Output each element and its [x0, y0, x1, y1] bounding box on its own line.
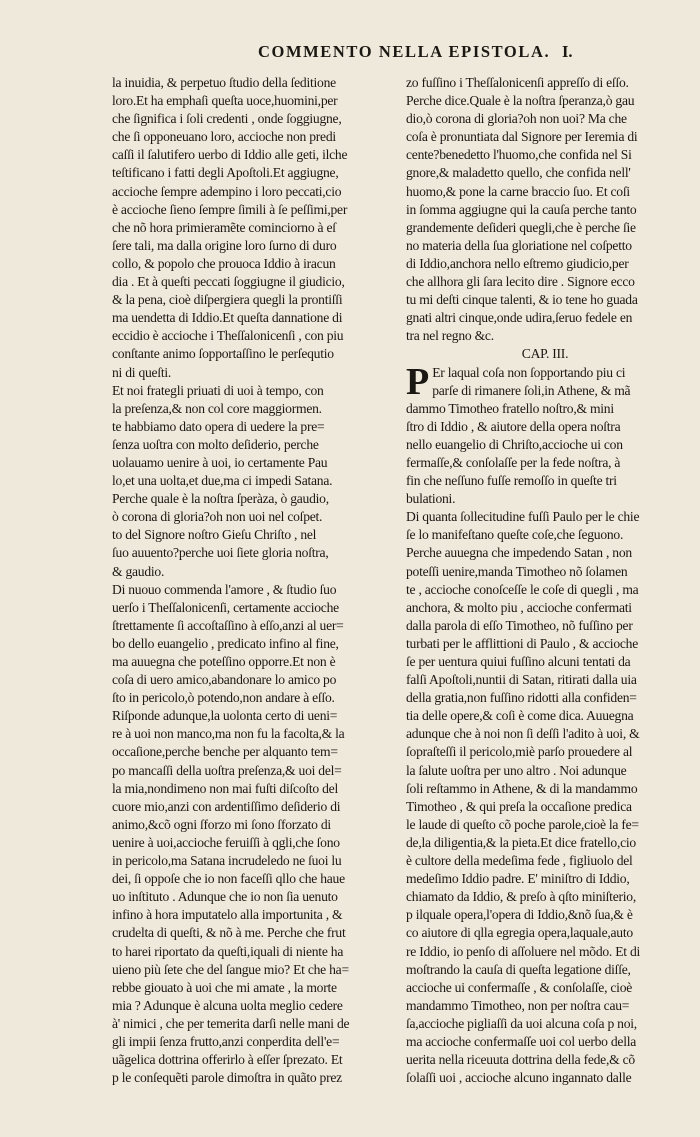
text-line: dio,ò corona di gloria?oh non uoi? Ma che: [406, 111, 627, 127]
text-line: re à uoi non manco,ma non fu la facolta,& la: [112, 726, 345, 742]
text-line: grandemente deſideri quegli,che è perche ſie: [406, 219, 636, 235]
text-line: ma accioche confermaſſe uoi col uerbo della: [406, 1033, 637, 1049]
text-line: della gratia,non fuſſino ridotti alla confiden=: [406, 690, 637, 706]
text-line: tra nel regno &c.: [406, 328, 494, 344]
text-line: zo fuſſino i Theſſalonicenſi appreſſo di eſſo.: [406, 75, 629, 90]
right-column-opening-text: [406, 74, 684, 345]
text-line: Timotheo , & qui preſa la occaſione predica: [406, 798, 632, 814]
text-line: Perche quale è la noſtra ſperàza, ò gaudio,: [112, 491, 329, 507]
text-line: à' nimici , che per temerita darſi nelle mani de: [112, 1015, 350, 1031]
text-line: p ilquale opera,l'opera di Iddio,&nõ ſua,& è: [406, 907, 633, 923]
text-line: chiamato da Iddio, & preſo à qſto miniſterio,: [406, 889, 636, 905]
left-text-column: [112, 74, 398, 1087]
text-line: moſtrando la cauſa di queſta legatione diſſe,: [406, 961, 631, 977]
text-line: fin che neſſuno fuſſe remoſſo in queſte tri: [406, 473, 617, 489]
text-line: le laude di queſto cõ poche parole,cioè la fe=: [406, 816, 639, 832]
text-line: in pericolo,ma Satana incrudeledo ne ſuoi lu: [112, 853, 342, 869]
text-line: loro.Et ha emphaſi queſta uoce,huomini,per: [112, 93, 338, 109]
text-line: bulationi.: [406, 491, 456, 507]
text-line: te habbiamo dato opera di uedere la pre=: [112, 418, 325, 434]
text-line: uerita nella riceuuta dottrina della fede,& cõ: [406, 1052, 635, 1068]
text-line: ſuo auuento?perche uoi ſiete gloria noſtra,: [112, 545, 329, 561]
text-line: to harei riportato da queſti,iquali di niente ha: [112, 943, 344, 959]
text-line: crudelta di queſti, & nõ à me. Perche che frut: [112, 925, 346, 941]
text-line: medeſimo Iddio padre. E' miniſtro di Iddio,: [406, 871, 630, 887]
text-line: ma uendetta di Iddio.Et queſta dannatione di: [112, 310, 343, 326]
text-line: di Iddio,anchora nello eſtremo giudicio,per: [406, 255, 629, 271]
text-line: & la pena, cioè diſpergiera quegli la prontiſſi: [112, 292, 343, 308]
text-line: accioche ui confermaſſe , & conſolaſſe, cioè: [406, 979, 633, 995]
text-line: coſa è pronuntiata dal Signore per Ieremia di: [406, 129, 638, 145]
text-line: huomo,& pone la carne braccio ſuo. Et coſi: [406, 183, 630, 199]
text-line: tia delle opere,& coſi è come dica. Auuegna: [406, 708, 634, 724]
text-line: ſe per uentura quiui fuſſino alcuni tentati da: [406, 654, 631, 669]
text-line: ſtrettamente ſi accoſtaſſino à eſſo,anzi al uer=: [112, 617, 344, 633]
text-line: teſtificano i fatti degli Apoſtoli.Et aggiugne,: [112, 165, 339, 181]
text-line: Et noi frategli priuati di uoi à tempo, con: [112, 382, 324, 398]
text-line: po mancaſſi della uoſtra preſenza,& uoi del=: [112, 762, 342, 778]
text-line: re Iddio, io penſo di aſſoluere nel mõdo. Et di: [406, 943, 641, 959]
text-line: uãgelica dottrina offerirlo à eſſer ſprezato. Et: [112, 1052, 343, 1068]
text-line: Di quanta ſollecitudine fuſſi Paulo per le chie: [406, 509, 640, 525]
text-line: gnore,& maladetto quello, che confida nell': [406, 165, 631, 181]
text-line: che allhora gli ſara lecito dire . Signore ecco: [406, 274, 635, 290]
text-line: coſa di uero amico,abandonare lo amico po: [112, 672, 337, 688]
text-line: uo inſtituto . Adunque che io non ſia uenuto: [112, 889, 338, 905]
text-line: infino à hora imputatelo alla importunita , &: [112, 907, 343, 923]
text-line: poteſſi uenire,manda Timotheo nõ ſolamen: [406, 563, 628, 579]
chapter-opening-paragraph: [406, 360, 684, 403]
text-line: co aiutore di qlla egregia opera,laquale,auto: [406, 925, 633, 941]
text-line: ſa,accioche pigliaſſi da uoi alcuna coſa p noi,: [406, 1015, 637, 1031]
drop-cap-lines: [406, 360, 684, 403]
text-line: Er laqual coſa non ſopportando piu ci: [432, 364, 626, 380]
text-line: to del Signore noſtro Gieſu Chriſto , nel: [112, 527, 317, 543]
text-line: caſſi il ſalutifero uerbo di Iddio alle geti, ilche: [112, 147, 348, 163]
text-line: eccidio è accioche i Theſſalonicenſi , con piu: [112, 328, 344, 344]
text-line: la ſalute uoſtra per uno altro . Noi adunque: [406, 762, 627, 778]
text-line: ſopraſteſſi il pericolo,miè parſo prouedere al: [406, 744, 633, 760]
drop-cap-initial: P: [406, 360, 430, 403]
text-line: p le conſequẽti parole dimoſtra in quãto prez: [112, 1070, 342, 1086]
text-line: cente?benedetto l'huomo,che confida nel Si: [406, 147, 632, 163]
text-line: in ſomma aggiugne qui la cauſa perche tanto: [406, 201, 637, 217]
text-line: la mia,nondimeno non mai fuſti diſcoſto del: [112, 780, 338, 796]
text-line: accioche ſempre adempino i loro peccati,cio: [112, 183, 342, 199]
text-line: no materia della ſua gloriatione nel coſpetto: [406, 237, 632, 253]
text-line: è cultore della medeſima fede , figliuolo del: [406, 853, 633, 869]
text-line: conſtante animo ſopportaſſino le perſequtio: [112, 346, 334, 362]
text-line: ſtro di Iddio , & aiutore della opera noſtra: [406, 418, 621, 434]
text-line: lo,et una uolta,et due,ma ci impedi Satana.: [112, 473, 333, 489]
text-line: ſe lo manifeſtano queſte coſe,che ſeguono.: [406, 527, 624, 543]
text-line: te , accioche conoſceſſe le coſe di quegli , ma: [406, 581, 639, 597]
text-line: è accioche ſieno ſempre ſimili à ſe peſſimi,per: [112, 201, 348, 217]
text-line: ſere tali, ma dalla origine loro ſurno di duro: [112, 237, 337, 253]
text-line: uieno più ſete che del ſangue mio? Et che ha=: [112, 961, 349, 977]
text-line: ſto in pericolo,ò potendo,non andare à eſſo.: [112, 690, 335, 706]
chapter-heading: CAP. III.: [521, 346, 569, 362]
text-line: che nõ hora primieramẽte cominciorno à eſ: [112, 219, 336, 235]
text-line: Di nuouo commenda l'amore , & ſtudio ſuo: [112, 581, 337, 597]
text-line: la inuidia, & perpetuo ſtudio della ſeditione: [112, 75, 336, 90]
text-line: uolauamo uenire à uoi, io certamente Pau: [112, 454, 328, 470]
text-line: de,la diligentia,& la pieta.Et dice fratello,cio: [406, 834, 636, 850]
text-line: nello euangelio di Chriſto,accioche ui con: [406, 436, 623, 452]
text-line: Perche dice.Quale è la noſtra ſperanza,ò gau: [406, 93, 635, 109]
text-line: tu mi deſti cinque talenti, & io tene ho guada: [406, 292, 638, 308]
text-line: ſolaſſi uoi , accioche alcuno ingannato dalle: [406, 1070, 632, 1086]
text-line: mandammo Timotheo, non per noſtra cau=: [406, 997, 630, 1013]
text-line: che ſi opponeuano loro, accioche non predi: [112, 129, 336, 145]
text-line: rebbe giouato à uoi che mi amate , la morte: [112, 979, 337, 995]
text-line: ſenza uoſtra con molto deſiderio, perche: [112, 436, 319, 452]
right-column-continued-text: [406, 400, 684, 1088]
text-line: anchora, & molto piu , accioche confermati: [406, 599, 632, 615]
text-line: mia ? Adunque è alcuna uolta meglio cedere: [112, 997, 343, 1013]
text-line: parſe di rimanere ſoli,in Athene, & mã: [432, 382, 631, 398]
text-line: ò corona di gloria?oh non uoi nel coſpet.: [112, 509, 323, 525]
text-line: gli impii ſenza frutto,anzi conperdita dell'e=: [112, 1033, 340, 1049]
text-line: Riſponde adunque,la uolonta certo di ueni=: [112, 708, 338, 724]
text-line: ma auuegna che poteſſino opporre.Et non è: [112, 654, 336, 669]
text-line: la preſenza,& non col core maggiormen.: [112, 400, 322, 416]
text-line: adunque che à noi non ſi deſſi l'adito à uoi, &: [406, 726, 640, 742]
text-line: turbati per le afflittioni di Paulo , & accioche: [406, 635, 638, 651]
text-line: uerſo i Theſſalonicenſi, certamente accioche: [112, 599, 339, 615]
text-line: fermaſſe,& conſolaſſe per la fede noſtra, à: [406, 454, 621, 470]
text-line: dalla parola di eſſo Timotheo, nõ fuſſino per: [406, 617, 633, 633]
text-line: bo dello euangelio , predicato infino al fine,: [112, 635, 339, 651]
right-text-column: [406, 74, 684, 1087]
text-line: collo, & popolo che prouoca Iddio à iracun: [112, 255, 336, 271]
text-line: ni di queſti.: [112, 364, 172, 380]
text-line: falſi Apoſtoli,nuntii di Satan, ritirati dalla uia: [406, 672, 637, 688]
page-header: [0, 40, 700, 70]
text-line: che ſignifica i ſoli credenti , onde ſoggiugne,: [112, 111, 342, 127]
folio-number: I.: [562, 42, 573, 61]
text-line: dammo Timotheo fratello noſtro,& mini: [406, 400, 614, 416]
text-line: dia . Et à queſti peccati ſoggiugne il giudicio,: [112, 274, 345, 290]
text-line: cuore mio,anzi con ardentiſſimo deſiderio di: [112, 798, 341, 814]
text-line: uenire à uoi,accioche feruiſſi à qgli,che ſono: [112, 834, 340, 850]
text-line: animo,&cõ ogni ſforzo mi ſono ſforzato di: [112, 816, 331, 832]
text-line: gnati altri cinque,onde udira,ſeruo fedele en: [406, 310, 633, 326]
text-line: ſoli reſtammo in Athene, & di la mandammo: [406, 780, 638, 796]
text-line: dei, ſi oppoſe che io non faceſſi qllo che haue: [112, 871, 345, 887]
text-line: & gaudio.: [112, 563, 165, 579]
text-line: occaſione,perche benche per alquanto tem=: [112, 744, 338, 760]
text-line: Perche auuegna che impedendo Satan , non: [406, 545, 632, 561]
running-title: COMMENTO NELLA EPISTOLA.: [258, 42, 551, 61]
